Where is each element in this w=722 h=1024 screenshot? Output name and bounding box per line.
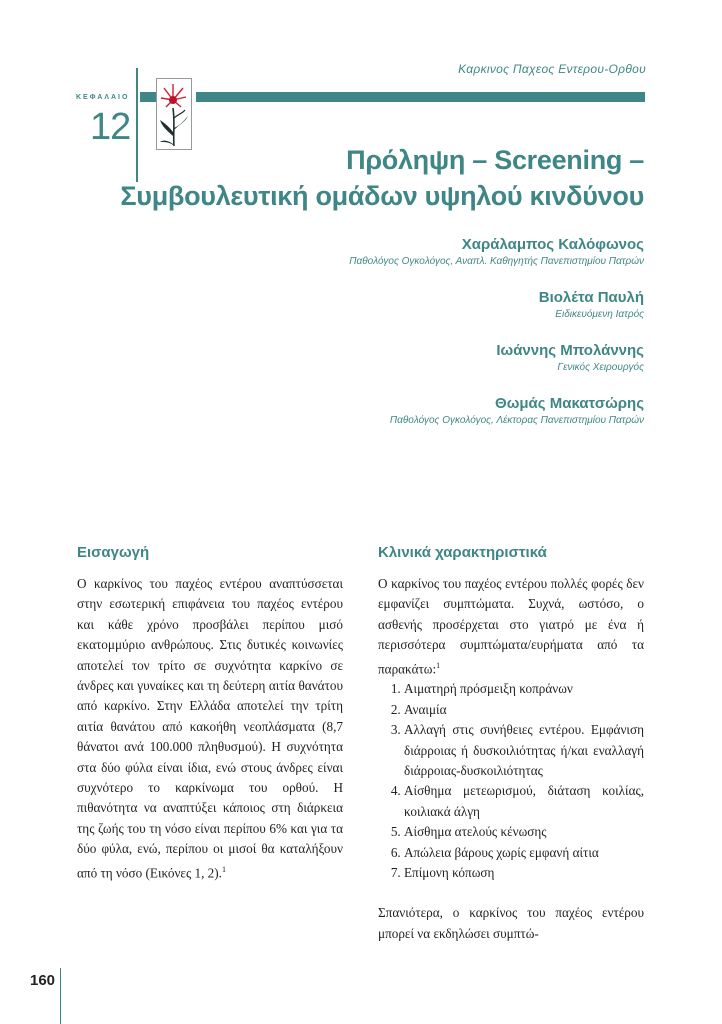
list-item: 3. Αλλαγή στις συνήθειες εντέρου. Εμφάνιση διάρροιας ή δυσκοιλιότητας ή/και εναλλαγή διάρροιας-δυσκοιλιότητας — [404, 720, 644, 781]
author-list — [349, 236, 644, 448]
clinical-reference: 1 — [436, 660, 441, 670]
chapter-title — [120, 142, 644, 214]
list-item: 7. Επίμονη κόπωση — [404, 863, 644, 883]
clinical-heading: Κλινικά χαρακτηριστικά — [378, 544, 547, 561]
page-number-divider — [60, 968, 61, 1024]
author-name: Θωμάς Μακατσώρης — [495, 395, 644, 412]
title-line-2: Συμβουλευτική ομάδων υψηλού κινδύνου — [120, 181, 644, 211]
left-column — [77, 544, 343, 883]
clinical-text: Ο καρκίνος του παχέος εντέρου πολλές φορές δεν εμφανίζει συμπτώματα. Συχνά, ωστόσο, ο ασθενής προσέρχεται στο γιατρό με ένα ή περισσότερα συμπτώματα/ευρήματα από τα παρακάτω: — [378, 576, 644, 677]
running-head: Καρκινος Παχεος Εντερου-Ορθου — [458, 62, 646, 76]
intro-paragraph — [77, 574, 343, 883]
chapter-label: ΚΕΦΑΛΑΙΟ — [76, 94, 130, 101]
clinical-paragraph — [378, 574, 644, 679]
intro-text: Ο καρκίνος του παχέος εντέρου αναπτύσσεται στην εσωτερική επιφάνεια του παχέος εντέρου και κάθε χρόνο προσβάλει περίπου μισό εκατομμύριο ανθρώπους. Στις δυτικές κοινωνίες αποτελεί τον τρίτο σε συχνότητα καρκίνο σε άνδρες και γυναίκες και τη δεύτερη αιτία θανάτου από καρκίνο. Στην Ελλάδα αποτελεί την τρίτη αιτία θανάτου από κακοήθη νεοπλάσματα (8,7 θάνατοι ανά 100.000 πληθυσμού). Η συχνότητα στα δύο φύλα είναι ίδια, ενώ στους άνδρες είναι συχνότερο το καρκίνωμα του ορθού. Η πιθανότητα να αναπτύξει κάποιος στη διάρκεια της ζωής του τη νόσο είναι περίπου 6% και για τα δύο φύλα, ενώ, περίπου οι μισοί θα καταλήξουν από τη νόσο (Εικόνες 1, 2). — [77, 576, 343, 881]
flower-illustration — [156, 78, 192, 150]
header-bar-small — [140, 92, 156, 102]
author-role: Παθολόγος Ογκολόγος, Αναπλ. Καθηγητής Πανεπιστημίου Πατρών — [349, 256, 644, 267]
right-column — [378, 544, 644, 944]
clinical-paragraph-2: Σπανιότερα, ο καρκίνος του παχέος εντέρου μπορεί να εκδηλώσει συμπτώ- — [378, 905, 644, 941]
list-item: 5. Αίσθημα ατελούς κένωσης — [404, 822, 644, 842]
list-item: 2. Αναιμία — [404, 700, 644, 720]
author-role: Παθολόγος Ογκολόγος, Λέκτορας Πανεπιστημίου Πατρών — [389, 415, 644, 426]
author-name: Χαράλαμπος Καλόφωνος — [461, 236, 644, 253]
list-item: 1. Αιματηρή πρόσμειξη κοπράνων — [404, 679, 644, 699]
list-item: 6. Απώλεια βάρους χωρίς εμφανή αίτια — [404, 843, 644, 863]
list-item: 4. Αίσθημα μετεωρισμού, διάταση κοιλίας, κοιλιακά άλγη — [404, 781, 644, 822]
title-line-1: Πρόληψη – Screening – — [346, 145, 644, 175]
header-bar — [196, 92, 645, 102]
author-role: Γενικός Χειρουργός — [557, 362, 644, 373]
author-name: Βιολέτα Παυλή — [538, 289, 644, 306]
symptom-list — [378, 679, 644, 883]
intro-reference: 1 — [221, 864, 226, 874]
chapter-number: 12 — [90, 106, 131, 148]
author-name: Ιωάννης Μπολάννης — [496, 342, 644, 359]
intro-heading: Εισαγωγή — [77, 544, 150, 561]
page-number: 160 — [30, 972, 56, 989]
author-role: Ειδικευόμενη Ιατρός — [555, 309, 644, 320]
